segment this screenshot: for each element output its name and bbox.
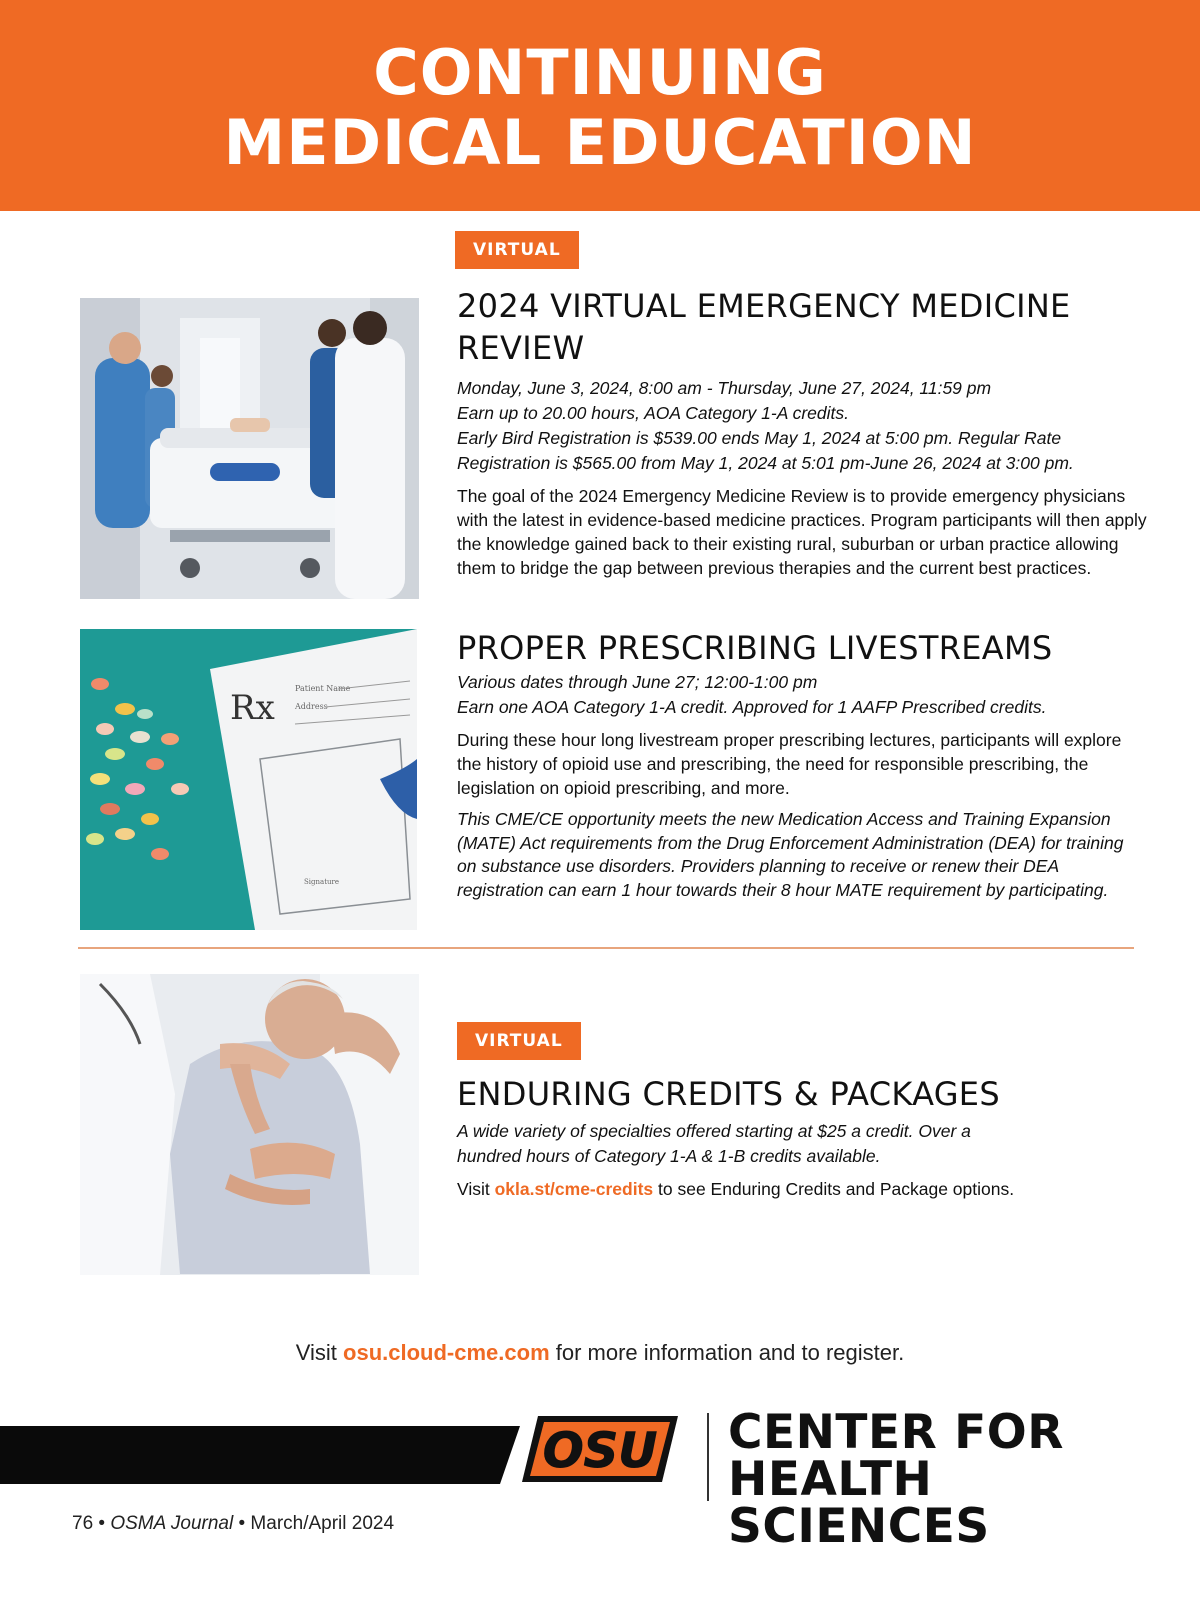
signature-label: Signature xyxy=(304,878,340,886)
header-banner xyxy=(0,0,1200,211)
event-title-line1: 2024 VIRTUAL EMERGENCY MEDICINE xyxy=(457,287,1071,325)
register-prefix: Visit xyxy=(295,1340,344,1365)
page-number: 76 xyxy=(72,1513,94,1534)
doctor-patient-back-photo xyxy=(80,974,419,1275)
osu-logo xyxy=(520,1408,680,1490)
event-credits: Earn one AOA Category 1-A credit. Approved for 1 AAFP Prescribed credits. xyxy=(457,697,1047,717)
bullet: • xyxy=(238,1513,246,1534)
event-pricing: A wide variety of specialties offered starting at $25 a credit. Over a xyxy=(457,1121,971,1141)
black-accent-bar xyxy=(0,1426,520,1484)
cloud-cme-link[interactable]: osu.cloud-cme.com xyxy=(343,1340,550,1365)
event-registration-2: Registration is $565.00 from May 1, 2024 at 5:01 pm-June 26, 2024 at 3:00 pm. xyxy=(457,453,1074,473)
chs-line1: CENTER FOR xyxy=(728,1405,1064,1460)
event-credits: Earn up to 20.00 hours, AOA Category 1-A credits. xyxy=(457,403,850,423)
event-description: The goal of the 2024 Emergency Medicine Review is to provide emergency physicians with the latest in evidence-based medicine practices. Program participants will then apply the knowledge gained back to their existing rural, suburban or urban practice allowing them to bridge the gap between previous therapies and the current best practices. xyxy=(457,486,1147,578)
event-title: ENDURING CREDITS & PACKAGES xyxy=(457,1075,1000,1113)
event-details xyxy=(457,1119,1147,1169)
page-title-line1: CONTINUING xyxy=(373,36,827,109)
event-date: Monday, June 3, 2024, 8:00 am - Thursday, June 27, 2024, 11:59 pm xyxy=(457,378,992,398)
event-enduring-credits xyxy=(457,1073,1147,1201)
event-date: Various dates through June 27; 12:00-1:00 pm xyxy=(457,672,818,692)
center-for-health-sciences xyxy=(728,1405,1200,1554)
mate-note: This CME/CE opportunity meets the new Medication Access and Training Expansion (MATE) Act requirements from the Drug Enforcement Administration (DEA) for training on substance use disorders. Providers planning to receive or renew their DEA registration can earn 1 hour towards their 8 hour MATE requirement by participating. xyxy=(457,809,1124,900)
section-divider xyxy=(78,947,1134,949)
logo-divider xyxy=(707,1413,709,1501)
event-title-line2: REVIEW xyxy=(457,329,585,367)
rx-symbol: Rx xyxy=(230,688,275,728)
event-title: PROPER PRESCRIBING LIVESTREAMS xyxy=(457,629,1053,667)
event-details xyxy=(457,376,1147,476)
virtual-badge: VIRTUAL xyxy=(455,231,579,269)
prescription-pills-photo xyxy=(80,629,417,930)
journal-name: OSMA Journal xyxy=(110,1513,234,1534)
hospital-gurney-photo xyxy=(80,298,419,599)
event-proper-prescribing xyxy=(457,627,1147,902)
issue-date: March/April 2024 xyxy=(250,1513,395,1534)
register-suffix: for more information and to register. xyxy=(549,1340,905,1365)
page-title-line2: MEDICAL EDUCATION xyxy=(223,106,977,179)
page-footer xyxy=(72,1513,394,1535)
event-hours: hundred hours of Category 1-A & 1-B credits available. xyxy=(457,1146,881,1166)
cme-credits-link[interactable]: okla.st/cme-credits xyxy=(494,1179,654,1199)
patient-name-label: Patient Name xyxy=(295,684,351,693)
virtual-badge: VIRTUAL xyxy=(457,1022,581,1060)
chs-line2: HEALTH SCIENCES xyxy=(728,1452,990,1554)
bullet: • xyxy=(98,1513,106,1534)
visit-prefix: Visit xyxy=(457,1179,495,1199)
event-registration-1: Early Bird Registration is $539.00 ends May 1, 2024 at 5:00 pm. Regular Rate xyxy=(457,428,1062,448)
event-emergency-medicine xyxy=(457,285,1147,580)
enduring-visit-line xyxy=(457,1177,1147,1201)
event-description: During these hour long livestream proper prescribing lectures, participants will explore the history of opioid use and prescribing, the need for responsible prescribing, the legislation on opioid prescribing, and more. xyxy=(457,730,1122,798)
register-line xyxy=(0,1340,1200,1366)
address-label: Address xyxy=(295,702,328,711)
event-details xyxy=(457,670,1147,720)
event-title xyxy=(457,285,1147,369)
osu-logo-text: OSU xyxy=(542,1423,658,1479)
visit-suffix: to see Enduring Credits and Package options. xyxy=(653,1179,1015,1199)
